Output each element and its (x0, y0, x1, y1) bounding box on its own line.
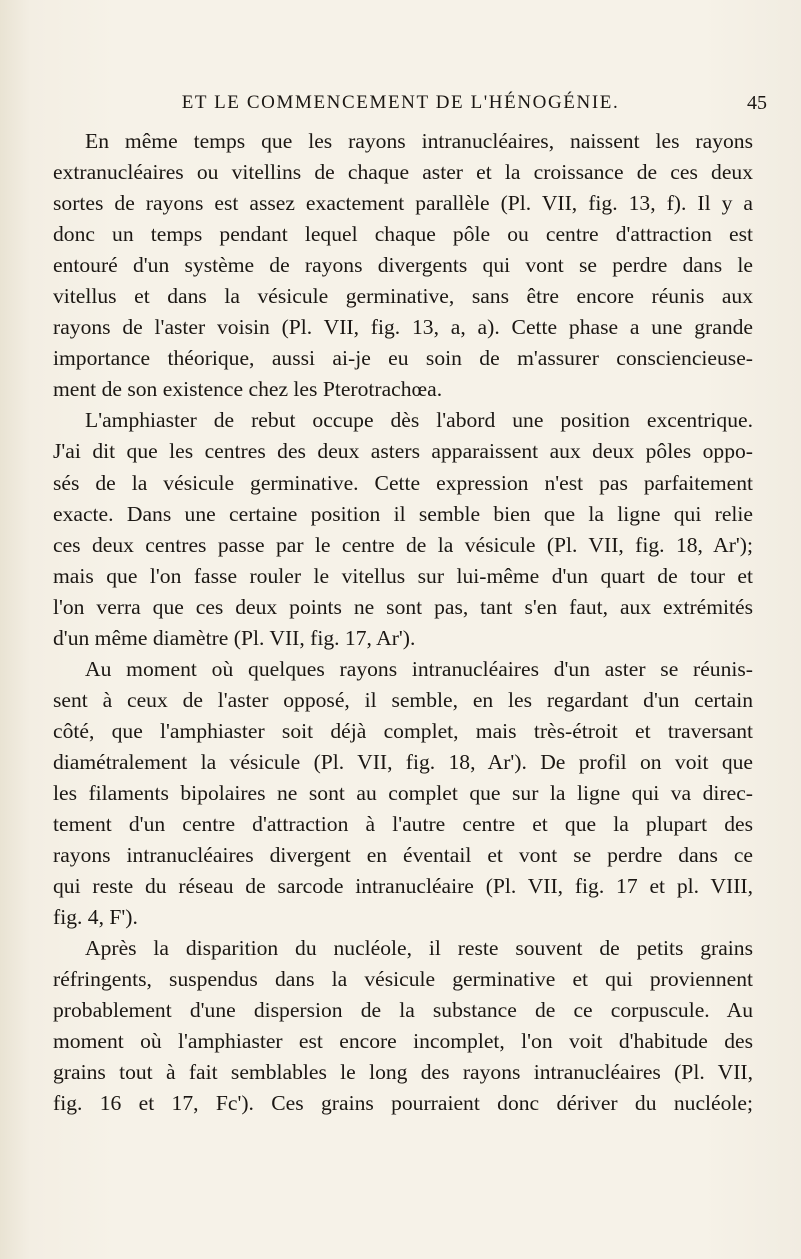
text-line: rayons de l'aster voisin (Pl. VII, fig. 13, a, a). Cette phase a une grande (53, 315, 753, 340)
text-line: fig. 16 et 17, Fc'). Ces grains pourraient donc dériver du nucléole; (53, 1091, 753, 1116)
text-line: En même temps que les rayons intranucléaires, naissent les rayons (85, 129, 753, 153)
text-line: l'on verra que ces deux points ne sont pas, tant s'en faut, aux extrémités (53, 594, 753, 619)
text-line: J'ai dit que les centres des deux asters apparaissent aux deux pôles oppo- (53, 439, 753, 464)
text-line: côté, que l'amphiaster soit déjà complet, mais très-étroit et traversant (53, 718, 753, 743)
text-line: exacte. Dans une certaine position il semble bien que la ligne qui relie (53, 501, 753, 526)
text-line: d'un même diamètre (Pl. VII, fig. 17, Ar'). (53, 625, 416, 650)
text-line: grains tout à fait semblables le long des rayons intranucléaires (Pl. VII, (53, 1060, 753, 1085)
text-line: diamétralement la vésicule (Pl. VII, fig. 18, Ar'). De profil on voit que (53, 749, 753, 774)
running-head: ET LE COMMENCEMENT DE L'HÉNOGÉNIE. (181, 92, 620, 113)
text-line: sent à ceux de l'aster opposé, il semble, en les regardant d'un certain (53, 687, 753, 712)
text-line: mais que l'on fasse rouler le vitellus sur lui-même d'un quart de tour et (53, 563, 753, 588)
text-line: ces deux centres passe par le centre de la vésicule (Pl. VII, fig. 18, Ar'); (53, 532, 753, 557)
page-number: 45 (747, 92, 767, 114)
page-header (0, 92, 801, 120)
text-line: Après la disparition du nucléole, il reste souvent de petits grains (85, 936, 753, 961)
text-line: donc un temps pendant lequel chaque pôle ou centre d'attraction est (53, 222, 753, 247)
text-line: ment de son existence chez les Pterotrachœa. (53, 377, 443, 402)
text-line: sés de la vésicule germinative. Cette expression n'est pas parfaitement (53, 470, 753, 495)
text-line: réfringents, suspendus dans la vésicule germinative et qui proviennent (53, 967, 753, 992)
text-line: tement d'un centre d'attraction à l'autre centre et que la plupart des (53, 812, 753, 837)
text-line: vitellus et dans la vésicule germinative, sans être encore réunis aux (53, 284, 753, 309)
text-line: moment où l'amphiaster est encore incomplet, l'on voit d'habitude des (53, 1029, 753, 1054)
text-line: qui reste du réseau de sarcode intranucléaire (Pl. VII, fig. 17 et pl. VIII, (53, 874, 753, 899)
body-text (53, 126, 753, 1120)
text-line: extranucléaires ou vitellins de chaque aster et la croissance de ces deux (53, 160, 753, 185)
text-line: les filaments bipolaires ne sont au complet que sur la ligne qui va direc- (53, 780, 753, 805)
text-line: L'amphiaster de rebut occupe dès l'abord une position excentrique. (85, 408, 753, 433)
text-line: fig. 4, F'). (53, 905, 138, 930)
text-line: entouré d'un système de rayons divergents qui vont se perdre dans le (53, 253, 753, 278)
text-line: probablement d'une dispersion de la substance de ce corpuscule. Au (53, 998, 753, 1023)
text-line: importance théorique, aussi ai-je eu soin de m'assurer consciencieuse- (53, 346, 753, 371)
text-line: sortes de rayons est assez exactement parallèle (Pl. VII, fig. 13, f). Il y a (53, 191, 753, 216)
text-line: rayons intranucléaires divergent en éventail et vont se perdre dans ce (53, 843, 753, 868)
text-line: Au moment où quelques rayons intranucléaires d'un aster se réunis- (85, 656, 753, 681)
